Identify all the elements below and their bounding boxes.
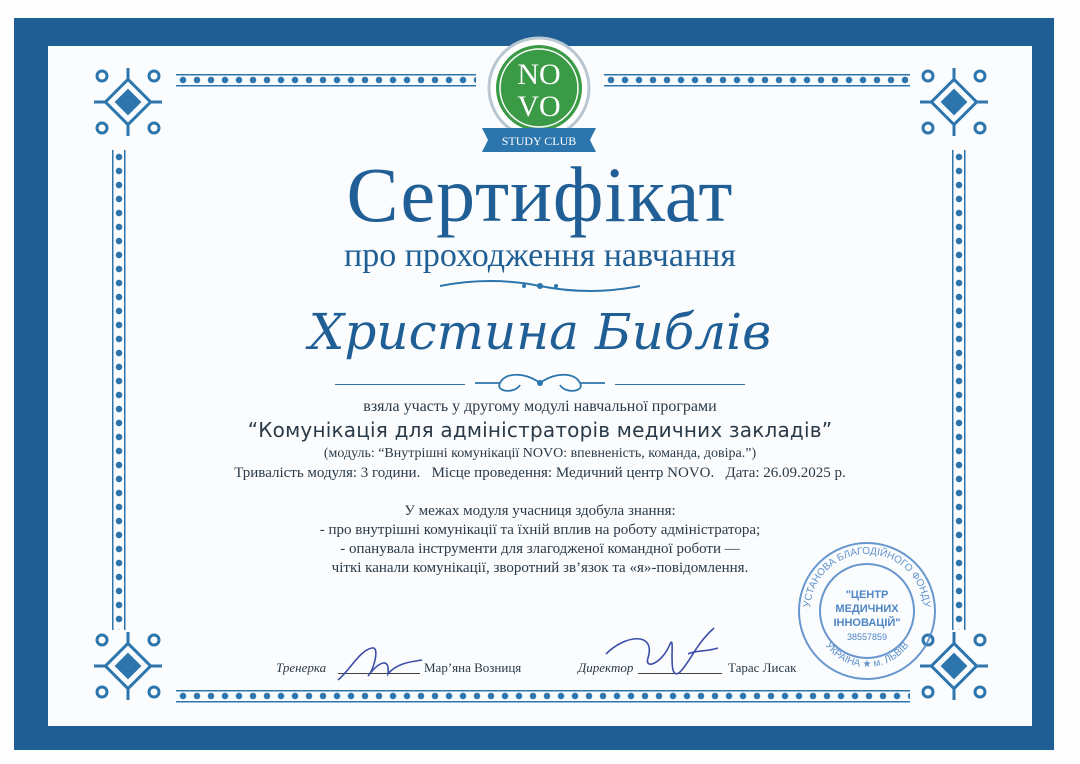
- ornament-border-bottom: [176, 688, 910, 704]
- certificate-title: Сертифікат: [346, 151, 734, 238]
- participation-text: взяла участь у другому модулі навчальної програми: [363, 398, 717, 415]
- director-signature: [596, 614, 736, 690]
- divider-ornament-middle: [465, 370, 615, 396]
- logo-text-bottom: VO: [517, 90, 561, 123]
- logo-text-top: NO: [517, 58, 561, 91]
- recipient-name: Христина Библів: [308, 303, 772, 361]
- ornament-border-top: [176, 72, 476, 88]
- program-title: “Комунікація для адміністраторів медичних закладів”: [247, 418, 833, 442]
- stamp-center-line-3: ІННОВАЦІЙ": [833, 617, 901, 629]
- outcome-item: чіткі канали комунікації, зворотний зв’язок та «я»-повідомлення.: [331, 560, 749, 576]
- outcome-item: - про внутрішні комунікації та їхній вплив на роботу адміністратора;: [319, 522, 761, 538]
- stamp-ring-text: УСТАНОВА БЛАГОДІЙНОГО ФОНДУ: [802, 545, 932, 608]
- corner-ornament-top-left: [92, 66, 164, 138]
- divider-ornament-top: [420, 276, 660, 296]
- outcome-item: - опанувала інструменти для злагодженої командної роботи —: [340, 541, 740, 557]
- corner-ornament-top-right: [918, 66, 990, 138]
- certificate-subtitle: про проходження навчання: [344, 237, 736, 274]
- module-details: Тривалість модуля: 3 години. Місце проведення: Медичний центр NOVO. Дата: 26.09.2025 р.: [234, 465, 846, 481]
- divider-line-left: [335, 384, 465, 385]
- novo-study-club-logo: [474, 36, 604, 156]
- corner-ornament-bottom-left: [92, 630, 164, 702]
- stamp-bottom-text: УКРАЇНА ★ м. ЛЬВІВ: [822, 640, 912, 671]
- module-title: (модуль: “Внутрішні комунікації NOVO: впевненість, команда, довіра.”): [323, 446, 757, 461]
- trainer-name: Мар’яна Возниця: [424, 660, 522, 675]
- divider-line-right: [615, 384, 745, 385]
- stamp-center-line-1: "ЦЕНТР: [845, 589, 889, 601]
- logo-ribbon-text: STUDY CLUB: [501, 134, 577, 148]
- ornament-border-top-right: [604, 72, 910, 88]
- trainer-signature: [330, 640, 430, 690]
- organization-stamp: [792, 536, 942, 686]
- director-label: Директор: [578, 660, 634, 675]
- director-name: Тарас Лисак: [728, 660, 797, 675]
- stamp-code: 38557859: [846, 632, 888, 642]
- trainer-label: Тренерка: [276, 660, 327, 675]
- stamp-center-line-2: МЕДИЧНИХ: [835, 603, 899, 615]
- outcomes-heading: У межах модуля учасниця здобула знання:: [404, 503, 676, 519]
